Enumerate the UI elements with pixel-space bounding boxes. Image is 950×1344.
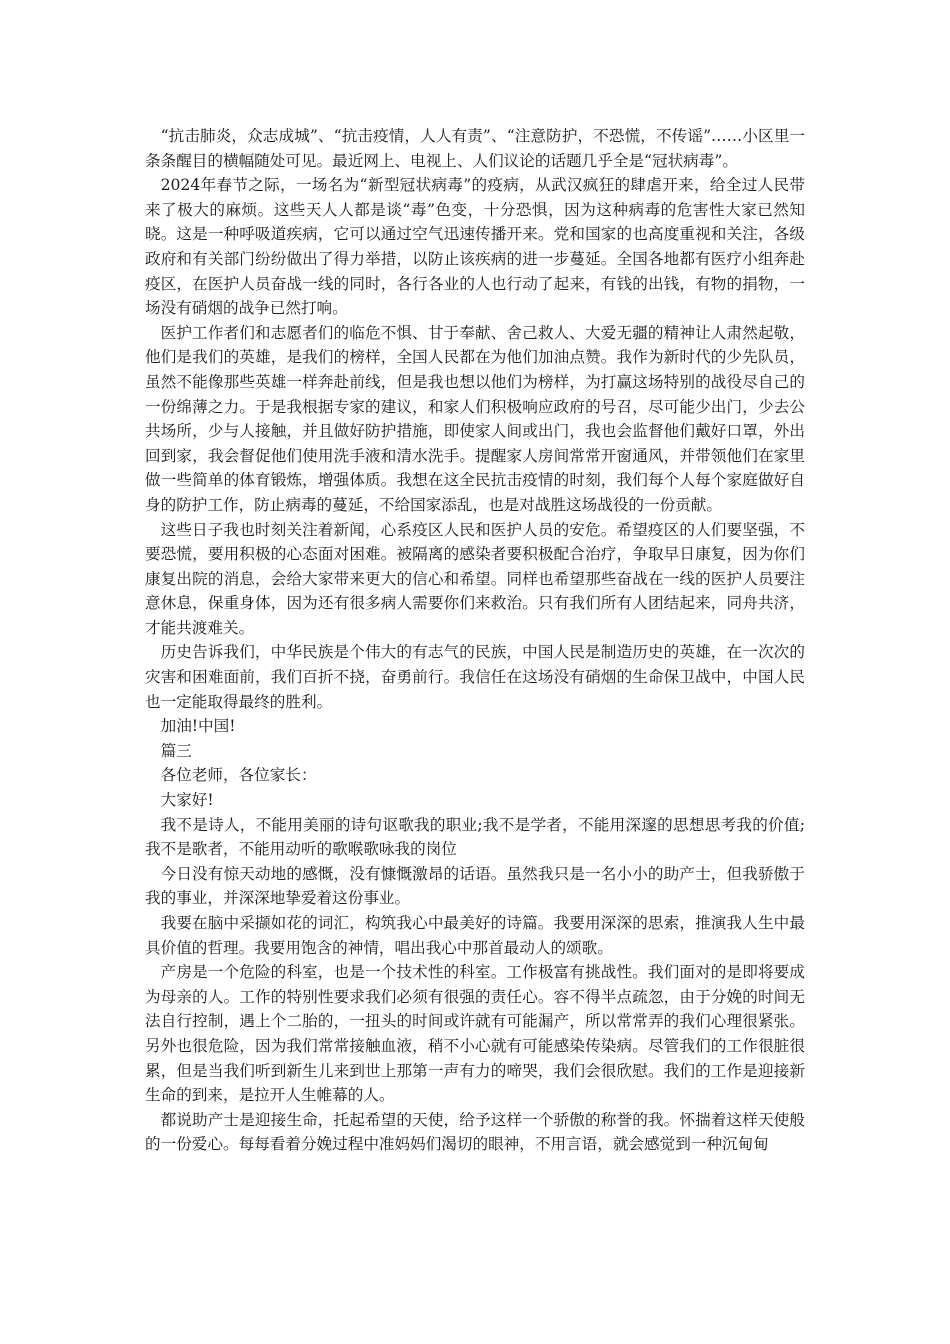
greeting: 大家好!	[160, 791, 214, 810]
paragraph-2: 2024年春节之际，一场名为“新型冠状病毒”的疫病，从武汉疯狂的肆虐开来，给全过人民带来了极大的麻烦。这些天人人都是谈“毒”色变，十分恐惧，因为这种病毒的危害性大家已然知晓。这是一种呼吸道疾病，它可以通过空气迅速传播开来。党和国家的也高度重视和关注，各级政府和有关部门纷纷做出了得力举措，以防止该疾病的进一步蔓延。全国各地都有医疗小组奔赴疫区，在医护人员奋战一线的同时，各行各业的人也行动了起来，有钱的出钱，有物的捐物，一场没有硝烟的战争已然打响。	[145, 176, 805, 318]
paragraph-12: 我要在脑中采撷如花的词汇，构筑我心中最美好的诗篇。我要用深深的思索，推演我人生中最具价值的哲理。我要用饱含的神情，唱出我心中那首最动人的颂歌。	[145, 914, 805, 957]
salutation: 各位老师，各位家长：	[160, 766, 317, 785]
paragraph-3: 医护工作者们和志愿者们的临危不惧、甘于奉献、舍己救人、大爱无疆的精神让人肃然起敬，他们是我们的英雄，是我们的榜样，全国人民都在为他们加油点赞。我作为新时代的少先队员，虽然不能像那些英雄一样奔赴前线，但是我也想以他们为榜样，为打赢这场特别的战役尽自己的一份绵薄之力。于是我根据专家的建议，和家人们积极响应政府的号召，尽可能少出门，少去公共场所，少与人接触，并且做好防护措施，即使家人间或出门，我也会监督他们戴好口罩，外出回到家，我会督促他们使用洗手液和清水洗手。提醒家人房间常常开窗通风，并带领他们在家里做一些简单的体育锻炼，增强体质。我想在这全民抗击疫情的时刻，我们每个人每个家庭做好自身的防护工作，防止病毒的蔓延，不给国家添乱，也是对战胜这场战役的一份贡献。	[145, 323, 805, 514]
paragraph-14: 都说助产士是迎接生命，托起希望的天使，给予这样一个骄傲的称誉的我。怀揣着这样天使般的一份爱心。每每看着分娩过程中准妈妈们渴切的眼神，不用言语，就会感觉到一种沉甸甸	[145, 1110, 805, 1154]
paragraph-1: “抗击肺炎，众志成城”、“抗击疫情，人人有责”、“注意防护，不恐慌，不传谣”……小区里一条条醒目的横幅随处可见。最近网上、电视上、人们议论的话题几乎全是“冠状病毒”。	[145, 127, 805, 170]
document-body	[145, 124, 805, 1157]
paragraph-13: 产房是一个危险的科室，也是一个技术性的科室。工作极富有挑战性。我们面对的是即将要成为母亲的人。工作的特别性要求我们必须有很强的责任心。容不得半点疏忽，由于分娩的时间无法自行控制，遇上个二胎的，一扭头的时间或许就有可能漏产，所以常常弄的我们心理很紧张。另外也很危险，因为我们常常接触血液，稍不小心就有可能感染传染病。尽管我们的工作很脏很累，但是当我们听到新生儿来到世上那第一声有力的啼哭，我们会很欣慰。我们的工作是迎接新生命的到来，是拉开人生帷幕的人。	[145, 963, 805, 1105]
paragraph-5: 历史告诉我们，中华民族是个伟大的有志气的民族，中国人民是制造历史的英雄，在一次次的灾害和困难面前，我们百折不挠，奋勇前行。我信任在这场没有硝烟的生命保卫战中，中国人民也一定能取得最终的胜利。	[145, 643, 805, 711]
paragraph-4: 这些日子我也时刻关注着新闻，心系疫区人民和医护人员的安危。希望疫区的人们要坚强，不要恐慌，要用积极的心态面对困难。被隔离的感染者要积极配合治疗，争取早日康复，因为你们康复出院的消息，会给大家带来更大的信心和希望。同样也希望那些奋战在一线的医护人员要注意休息，保重身体，因为还有很多病人需要你们来救治。只有我们所有人团结起来，同舟共济，才能共渡难关。	[145, 520, 805, 637]
paragraph-11: 今日没有惊天动地的感慨，没有慷慨激昂的话语。虽然我只是一名小小的助产士，但我骄傲于我的事业，并深深地挚爱着这份事业。	[145, 864, 805, 908]
paragraph-10: 我不是诗人，不能用美丽的诗句讴歌我的职业;我不是学者，不能用深邃的思想思考我的价值;我不是歌者，不能用动听的歌喉歌咏我的岗位	[145, 815, 805, 859]
section-heading: 篇三	[160, 741, 192, 760]
paragraph-6: 加油!中国!	[160, 717, 236, 736]
